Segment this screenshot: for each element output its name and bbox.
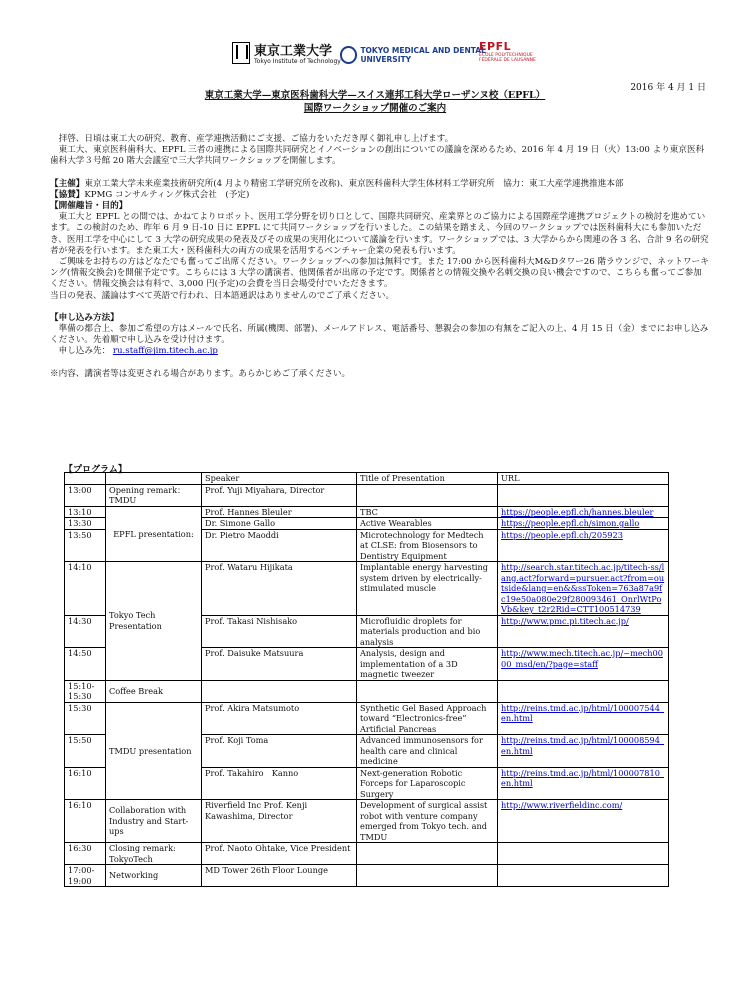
titech-logo bbox=[232, 40, 341, 65]
header-cell-title: Title of Presentation bbox=[357, 473, 498, 485]
time-cell: 15:30 bbox=[65, 702, 106, 735]
time-cell: 17:00-19:00 bbox=[65, 865, 106, 887]
session-cell: Networking bbox=[106, 865, 202, 887]
header-logos bbox=[232, 40, 536, 74]
epfl-logo bbox=[479, 40, 537, 63]
host-text: 東京工業大学未来産業技術研究所(4 月より精密工学研究所を改称)、東京医科歯科大学生体材料工学研究所 協力：東工大産学連携推進本部 bbox=[84, 178, 624, 189]
speaker-cell: Prof. Koji Toma bbox=[202, 735, 357, 768]
title-cell: Development of surgical assist robot with venture company emerged from Tokyo tech. and TMDU bbox=[357, 800, 498, 843]
document-body bbox=[50, 134, 710, 380]
session-cell: Opening remark：TMDU bbox=[106, 484, 202, 506]
time-cell: 14:10 bbox=[65, 562, 106, 616]
title-cell: Microfluidic droplets for materials production and bio analysis bbox=[357, 615, 498, 648]
table-row bbox=[65, 702, 669, 735]
speaker-cell: MD Tower 26th Floor Lounge bbox=[202, 865, 357, 887]
title-cell bbox=[357, 484, 498, 506]
url-link[interactable]: http://www.pmc.pi.titech.ac.jp/ bbox=[498, 615, 669, 648]
intro-paragraph-1: 拝啓、日頃は東工大の研究、教育、産学連携活動にご支援、ご協力をいただき厚く御礼申し上げます。 bbox=[58, 134, 454, 144]
session-cell: EPFL presentation: bbox=[106, 506, 202, 562]
time-cell: 13:50 bbox=[65, 529, 106, 562]
url-link[interactable]: http://reins.tmd.ac.jp/html/100008594_en.html bbox=[498, 735, 669, 768]
host-label: 【主催】 bbox=[50, 178, 85, 189]
title-cell bbox=[357, 865, 498, 887]
table-row bbox=[65, 562, 669, 616]
header-cell-url: URL bbox=[498, 473, 669, 485]
epfl-logo-sub: ÉCOLE POLYTECHNIQUE FÉDÉRALE DE LAUSANNE bbox=[479, 53, 536, 63]
time-cell: 16:10 bbox=[65, 800, 106, 843]
speaker-cell: Prof. Naoto Ohtake, Vice President bbox=[202, 843, 357, 865]
title-cell: Analysis, design and implementation of a 3D magnetic tweezer bbox=[357, 648, 498, 681]
sponsor-text: KPMG コンサルティング株式会社 (予定) bbox=[84, 189, 250, 200]
title-line-1: 東京工業大学—東京医科歯科大学—スイス連邦工科大学ローザンヌ校（EPFL） bbox=[204, 90, 546, 101]
session-cell: Collaboration with Industry and Start-ups bbox=[106, 800, 202, 843]
sponsor-line bbox=[50, 190, 710, 201]
url-cell bbox=[498, 865, 669, 887]
title-cell bbox=[357, 680, 498, 702]
speaker-cell: Prof. Takahiro Kanno bbox=[202, 767, 357, 800]
url-link[interactable]: http://search.star.titech.ac.jp/titech-ss/lang.act?forward=pursuer.act?from=outside&lang=en&&ssToken=763a87a9fc19e50a080e29f280093461_OnrlWtPoVb&key_t2r2Rid=CTT100514739 bbox=[498, 562, 669, 616]
time-cell: 13:10 bbox=[65, 506, 106, 518]
table-row bbox=[65, 484, 669, 506]
document-title bbox=[0, 89, 750, 115]
host-line bbox=[50, 179, 710, 190]
titech-emblem-icon bbox=[232, 42, 250, 64]
apply-heading: 【申し込み方法】 bbox=[50, 312, 119, 323]
title-cell: Active Wearables bbox=[357, 518, 498, 530]
title-cell: Next-generation Robotic Forceps for Laparoscopic Surgery bbox=[357, 767, 498, 800]
table-row bbox=[65, 800, 669, 843]
time-cell: 16:30 bbox=[65, 843, 106, 865]
session-cell: TMDU presentation bbox=[106, 702, 202, 800]
speaker-cell: Prof. Akira Matsumoto bbox=[202, 702, 357, 735]
title-cell: Microtechnology for Medtech at CLSE: from Biosensors to Dentistry Equipment bbox=[357, 529, 498, 562]
url-link[interactable]: https://people.epfl.ch/205923 bbox=[498, 529, 669, 562]
speaker-cell: Prof. Yuji Miyahara, Director bbox=[202, 484, 357, 506]
url-link[interactable]: https://people.epfl.ch/hannes.bleuler bbox=[498, 506, 669, 518]
time-cell: 13:30 bbox=[65, 518, 106, 530]
epfl-logo-name: EPFL bbox=[479, 40, 512, 53]
time-cell: 15:10-15:30 bbox=[65, 680, 106, 702]
table-row bbox=[65, 865, 669, 887]
url-cell bbox=[498, 680, 669, 702]
titech-logo-name: 東京工業大学 bbox=[254, 44, 333, 59]
tmd-emblem-icon bbox=[340, 46, 357, 64]
purpose-paragraph-3: 当日の発表、議論はすべて英語で行われ、日本語通訳はありませんのでご了承ください。 bbox=[50, 290, 395, 301]
time-cell: 13:00 bbox=[65, 484, 106, 506]
speaker-cell: Prof. Takasi Nishisako bbox=[202, 615, 357, 648]
change-note: ※内容、講演者等は変更される場合があります。あらかじめご了承ください。 bbox=[50, 368, 351, 379]
speaker-cell: Dr. Simone Gallo bbox=[202, 518, 357, 530]
apply-paragraph: 準備の都合上、参加ご希望の方はメールで氏名、所属(機関、部署)、メールアドレス、電話番号、懇親会の参加の有無をご記入の上、4 月 15 日（金）までにお申し込みください。先着順で申し込みを受け付けます。 bbox=[50, 324, 709, 346]
title-cell: TBC bbox=[357, 506, 498, 518]
speaker-cell: Dr. Pietro Maoddi bbox=[202, 529, 357, 562]
url-link[interactable]: http://reins.tmd.ac.jp/html/100007544_en.html bbox=[498, 702, 669, 735]
titech-logo-sub: Tokyo Institute of Technology bbox=[254, 58, 341, 65]
title-cell bbox=[357, 843, 498, 865]
url-cell bbox=[498, 484, 669, 506]
url-link[interactable]: http://www.mech.titech.ac.jp/~mech0000_msd/en/?page=staff bbox=[498, 648, 669, 681]
speaker-cell: Riverfield Inc Prof. Kenji Kawashima, Director bbox=[202, 800, 357, 843]
url-cell bbox=[498, 843, 669, 865]
sponsor-label: 【協賛】 bbox=[50, 189, 85, 200]
table-row bbox=[65, 506, 669, 518]
program-table bbox=[64, 472, 669, 887]
session-cell: Closing remark: TokyoTech bbox=[106, 843, 202, 865]
session-cell: Tokyo Tech Presentation bbox=[106, 562, 202, 681]
apply-contact-label: 申し込み先： bbox=[58, 346, 111, 357]
title-cell: Advanced immunosensors for health care and clinical medicine bbox=[357, 735, 498, 768]
time-cell: 14:30 bbox=[65, 615, 106, 648]
speaker-cell: Prof. Wataru Hijikata bbox=[202, 562, 357, 616]
title-cell: Synthetic Gel Based Approach toward “Electronics-free” Artificial Pancreas bbox=[357, 702, 498, 735]
url-link[interactable]: http://reins.tmd.ac.jp/html/100007810_en.html bbox=[498, 767, 669, 800]
time-cell: 16:10 bbox=[65, 767, 106, 800]
url-link[interactable]: https://people.epfl.ch/simon.gallo bbox=[498, 518, 669, 530]
header-cell-time bbox=[65, 473, 106, 485]
speaker-cell: Prof. Daisuke Matsuura bbox=[202, 648, 357, 681]
url-link[interactable]: http://www.riverfieldinc.com/ bbox=[498, 800, 669, 843]
table-row bbox=[65, 680, 669, 702]
apply-contact-line bbox=[50, 346, 710, 357]
purpose-paragraph-1: 東工大と EPFL との間では、かねてよりロボット、医用工学分野を切り口として、国際共同研究、産業界とのご協力による国際産学連携プロジェクトの検討を進めています。この検討のため、昨年 6 月 9 日-10 日に EPFL にて共同ワークショップを行いました。この結果を踏まえ、今回のワークショップでは医科歯科大にも参加いただき、医用工学を中心にして 3 大学の研究成果の発表及びその成果の実用化について議論を行います。ワークショップでは、3 大学からから関連の各 3 名、合計 9 名の研究者が発表を行います。また東工大・医科歯科大の両方の成果を活用するベンチャー企業の発表も行います。 bbox=[50, 212, 709, 256]
table-header-row bbox=[65, 473, 669, 485]
speaker-cell bbox=[202, 680, 357, 702]
title-line-2: 国際ワークショップ開催のご案内 bbox=[303, 103, 447, 114]
speaker-cell: Prof. Hannes Bleuler bbox=[202, 506, 357, 518]
session-cell: Coffee Break bbox=[106, 680, 202, 702]
table-row bbox=[65, 843, 669, 865]
header-cell-session bbox=[106, 473, 202, 485]
purpose-paragraph-2: ご興味をお持ちの方はどなたでも奮ってご出席ください。ワークショップへの参加は無料です。また 17:00 から医科歯科大M&Dタワー26 階ラウンジで、ネットワーキング(情報交換会)を開催予定です。こちらには 3 大学の講演者、他関係者が出席の予定です。関係者との情報交換や名刺交換の良い機会ですので、こちらも奮ってご参加ください。情報交換会は有料で、3,000 円(予定)の会費を当日会場受付でいただきます。 bbox=[50, 257, 709, 290]
intro-paragraph-2: 東工大、東京医科歯科大、EPFL 三者の連携による国際共同研究とイノベーションの創出についての議論を深めるため、2016 年 4 月 19 日（火）13:00 より東京医科歯科大学３号館 20 階大会議室で三大学共同ワークショップを開催します。 bbox=[50, 145, 705, 167]
program-heading: 【プログラム】 bbox=[64, 465, 127, 475]
purpose-heading: 【開催趣旨・目的】 bbox=[50, 201, 128, 212]
document-date: 2016 年 4 月 1 日 bbox=[630, 83, 706, 93]
time-cell: 15:50 bbox=[65, 735, 106, 768]
header-cell-speaker: Speaker bbox=[202, 473, 357, 485]
time-cell: 14:50 bbox=[65, 648, 106, 681]
title-cell: Implantable energy harvesting system driven by electrically-stimulated muscle bbox=[357, 562, 498, 616]
tmd-logo-name: TOKYO MEDICAL AND DENTAL UNIVERSITY bbox=[360, 46, 486, 64]
apply-contact-email-link[interactable]: ru.staff@jim.titech.ac.jp bbox=[112, 346, 218, 357]
